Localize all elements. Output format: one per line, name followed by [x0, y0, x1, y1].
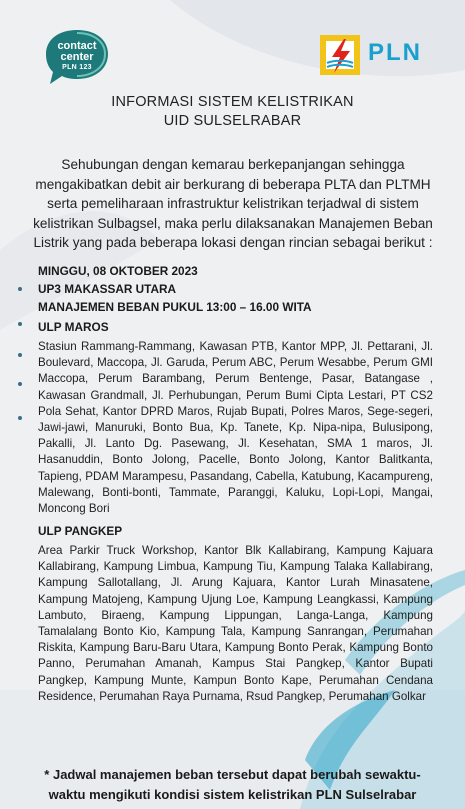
area-locations-pangkep: Area Parkir Truck Workshop, Kantor Blk Kallabirang, Kampung Kajuara Kallabirang, Kampung Limbua, Kampung Tiu, Kampung Talaka Kallabirang, Kampung Sallotallang, Jl. Arung Kajuara, Kantor Lurah Minasatene, Kampung Matojeng, Kampung Ujung Loe, Kampung Leangkassi, Kampung Lambuto, Biraeng, Kampung Lippungan, Langa-Langa, Kampung Tamalalang Bonto Kio, Kampung Tala, Kampung Sanrangan, Perumahan Riskita, Kampung Baru-Baru Utara, Kampung Bonto Perak, Kampung Bonto Panno, Perumahan Amanah, Kampus Stai Pangkep, Kantor Bupati Pangkep, Kampung Munte, Kampun Bonto Kape, Perumahan Cendana Residence, Perumahan Raya Purnama, Rsud Pangkep, Perumahan Golkar	[38, 544, 433, 703]
intro-paragraph: Sehubungan dengan kemarau berkepanjangan sehingga mengakibatkan debit air berkurang di beberapa PLTA dan PLTMH serta pemeliharaan infrastruktur kelistrikan terjadwal di sistem kelistrikan Sulbagsel, maka perlu dilaksanakan Manajemen Beban Listrik yang pada beberapa lokasi dengan rincian sebagai berikut :	[33, 157, 433, 250]
schedule-date: MINGGU, 08 OKTOBER 2023	[38, 264, 198, 278]
page-subtitle: UID SULSELRABAR	[163, 113, 302, 129]
contact-center-line2: center	[60, 51, 94, 63]
bullet-dot	[18, 287, 22, 291]
contact-center-logo	[44, 28, 110, 86]
area-heading-pangkep: ULP PANGKEP	[38, 524, 123, 538]
pln-logo	[318, 33, 443, 77]
lightning-icon	[318, 33, 362, 77]
contact-center-line1: contact	[57, 40, 97, 52]
schedule-unit: UP3 MAKASSAR UTARA	[38, 282, 177, 296]
footnote-line1: * Jadwal manajemen beban tersebut dapat berubah sewaktu-	[44, 767, 421, 782]
bullet-dot	[18, 382, 22, 386]
schedule-time: MANAJEMEN BEBAN PUKUL 13:00 – 16.00 WITA	[38, 300, 312, 314]
bullet-dot	[18, 322, 22, 326]
area-locations-maros: Stasiun Rammang-Rammang, Kawasan PTB, Kantor MPP, Jl. Pettarani, Jl. Boulevard, Maccopa, Jl. Garuda, Perum ABC, Perum Wesabbe, Perum GMI Maccopa, Perum Barambang, Perum Bentenge, Pasar, Batangase , Kawasan Grandmall, Jl. Perhubungan, Perum Bumi Cipta Lestari, PT CS2 Pola Sehat, Kantor DPRD Maros, Rujab Bupati, Polres Maros, Sege-segeri, Jawi-jawi, Manuruki, Bonto Bua, Kp. Tanete, Kp. Nipa-nipa, Bulusipong, Pakalli, Jl. Lanto Dg. Pasewang, Jl. Kesehatan, SMA 1 maros, Jl. Hasanuddin, Bonto Jolong, Pacelle, Bonto Jolong, Kantor Balitkanta, Tapieng, PDAM Marampesu, Pasandang, Cabella, Katubung, Kacampureng, Malewang, Bonti-bonti, Tammate, Paranggi, Kaluku, Lopi-Lopi, Mangai, Moncong Bori	[38, 340, 433, 516]
area-heading-maros: ULP MAROS	[38, 320, 109, 334]
page-title: INFORMASI SISTEM KELISTRIKAN	[111, 94, 354, 110]
bullet-dot	[18, 416, 22, 420]
bullet-dot	[18, 353, 22, 357]
pln-wordmark: PLN	[368, 39, 422, 66]
contact-center-line3: PLN 123	[62, 64, 92, 71]
footnote-line2: waktu mengikuti kondisi sistem kelistrikan PLN Sulselrabar	[48, 787, 417, 802]
